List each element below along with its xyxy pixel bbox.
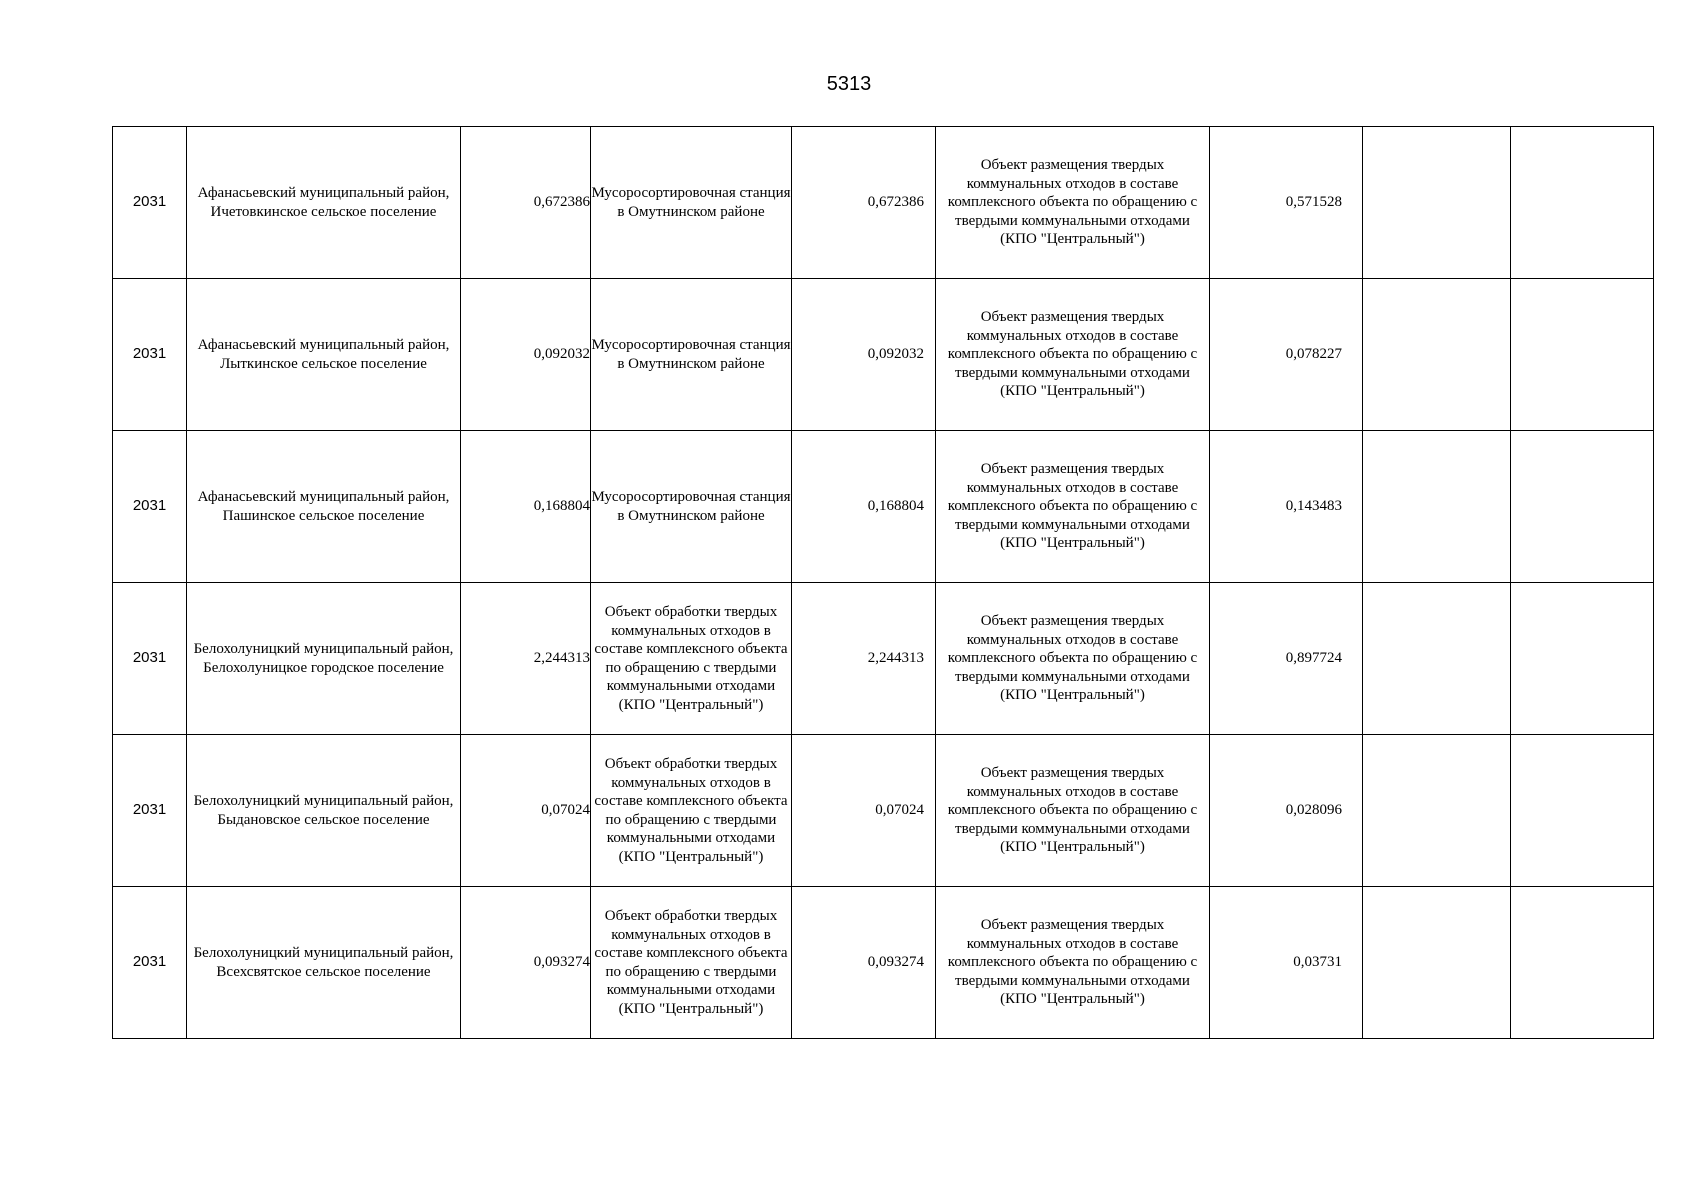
area-cell [187, 431, 461, 583]
facility-2-cell [936, 887, 1210, 1039]
empty-cell [1511, 887, 1654, 1039]
facility-2-cell [936, 127, 1210, 279]
facility-2-cell-text: Объект размещения твердых коммунальных отходов в составе комплексного объекта по обращению с твердыми коммунальными отходами (КПО "Центральный") [947, 765, 1198, 856]
amount-1-cell [461, 127, 591, 279]
empty-cell [1511, 431, 1654, 583]
amount-2-cell-text: 0,07024 [875, 802, 924, 819]
facility-1-cell-text: Мусоросортировочная станция в Омутнинском районе [591, 337, 791, 372]
area-cell-text: Белохолуницкий муниципальный район, Быдановское сельское поселение [193, 793, 454, 828]
year-cell [113, 127, 187, 279]
year-cell [113, 887, 187, 1039]
table-row [113, 279, 1654, 431]
amount-1-cell-text: 0,672386 [533, 194, 590, 211]
empty-cell [1511, 279, 1654, 431]
year-cell-text: 2031 [132, 801, 167, 819]
amount-3-cell-text: 0,143483 [1285, 498, 1342, 515]
amount-3-cell [1210, 279, 1363, 431]
area-cell [187, 127, 461, 279]
amount-2-cell [792, 735, 936, 887]
facility-2-cell-text: Объект размещения твердых коммунальных отходов в составе комплексного объекта по обращению с твердыми коммунальными отходами (КПО "Центральный") [947, 461, 1198, 552]
facility-1-cell [591, 583, 792, 735]
amount-2-cell [792, 127, 936, 279]
amount-1-cell [461, 431, 591, 583]
area-cell [187, 583, 461, 735]
area-cell-text: Афанасьевский муниципальный район, Ичетовкинское сельское поселение [197, 185, 450, 220]
amount-1-cell-text: 2,244313 [533, 650, 590, 667]
amount-1-cell [461, 279, 591, 431]
amount-3-cell-text: 0,03731 [1293, 954, 1342, 971]
facility-2-cell-text: Объект размещения твердых коммунальных отходов в составе комплексного объекта по обращению с твердыми коммунальными отходами (КПО "Центральный") [947, 157, 1198, 248]
empty-cell [1363, 127, 1511, 279]
year-cell-text: 2031 [132, 193, 167, 211]
facility-2-cell [936, 431, 1210, 583]
facility-1-cell [591, 279, 792, 431]
facility-1-cell [591, 887, 792, 1039]
year-cell [113, 735, 187, 887]
facility-2-cell-text: Объект размещения твердых коммунальных отходов в составе комплексного объекта по обращению с твердыми коммунальными отходами (КПО "Центральный") [947, 613, 1198, 704]
amount-2-cell [792, 279, 936, 431]
facility-2-cell [936, 583, 1210, 735]
empty-cell [1511, 127, 1654, 279]
table-row [113, 127, 1654, 279]
facility-1-cell-text: Объект обработки твердых коммунальных отходов в составе комплексного объекта по обращению с твердыми коммунальными отходами (КПО "Центральный") [594, 604, 788, 713]
amount-3-cell [1210, 431, 1363, 583]
area-cell [187, 735, 461, 887]
amount-3-cell [1210, 127, 1363, 279]
table-row [113, 887, 1654, 1039]
table-row [113, 583, 1654, 735]
year-cell-text: 2031 [132, 953, 167, 971]
area-cell-text: Белохолуницкий муниципальный район, Белохолуницкое городское поселение [193, 641, 454, 676]
amount-2-cell [792, 431, 936, 583]
amount-2-cell-text: 0,168804 [867, 498, 924, 515]
facility-1-cell [591, 127, 792, 279]
empty-cell [1511, 735, 1654, 887]
waste-flow-table [112, 126, 1654, 1039]
area-cell [187, 887, 461, 1039]
amount-2-cell-text: 2,244313 [867, 650, 924, 667]
amount-1-cell [461, 583, 591, 735]
facility-2-cell-text: Объект размещения твердых коммунальных отходов в составе комплексного объекта по обращению с твердыми коммунальными отходами (КПО "Центральный") [947, 309, 1198, 400]
year-cell [113, 583, 187, 735]
empty-cell [1363, 583, 1511, 735]
area-cell-text: Афанасьевский муниципальный район, Пашинское сельское поселение [197, 489, 450, 524]
amount-2-cell [792, 583, 936, 735]
year-cell [113, 431, 187, 583]
facility-1-cell-text: Объект обработки твердых коммунальных отходов в составе комплексного объекта по обращению с твердыми коммунальными отходами (КПО "Центральный") [594, 908, 788, 1017]
amount-1-cell [461, 887, 591, 1039]
amount-1-cell-text: 0,092032 [533, 346, 590, 363]
amount-1-cell-text: 0,07024 [541, 802, 590, 819]
facility-1-cell [591, 735, 792, 887]
empty-cell [1363, 431, 1511, 583]
amount-2-cell [792, 887, 936, 1039]
empty-cell [1511, 583, 1654, 735]
amount-2-cell-text: 0,093274 [867, 954, 924, 971]
table-row [113, 431, 1654, 583]
year-cell [113, 279, 187, 431]
facility-1-cell-text: Объект обработки твердых коммунальных отходов в составе комплексного объекта по обращению с твердыми коммунальными отходами (КПО "Центральный") [594, 756, 788, 865]
empty-cell [1363, 735, 1511, 887]
amount-3-cell-text: 0,897724 [1285, 650, 1342, 667]
facility-2-cell [936, 735, 1210, 887]
amount-3-cell [1210, 887, 1363, 1039]
amount-3-cell-text: 0,028096 [1285, 802, 1342, 819]
facility-2-cell-text: Объект размещения твердых коммунальных отходов в составе комплексного объекта по обращению с твердыми коммунальными отходами (КПО "Центральный") [947, 917, 1198, 1008]
amount-3-cell-text: 0,078227 [1285, 346, 1342, 363]
amount-1-cell [461, 735, 591, 887]
empty-cell [1363, 279, 1511, 431]
area-cell-text: Белохолуницкий муниципальный район, Всехсвятское сельское поселение [193, 945, 454, 980]
year-cell-text: 2031 [132, 649, 167, 667]
facility-1-cell-text: Мусоросортировочная станция в Омутнинском районе [591, 185, 791, 220]
area-cell-text: Афанасьевский муниципальный район, Лыткинское сельское поселение [197, 337, 450, 372]
year-cell-text: 2031 [132, 345, 167, 363]
table-row [113, 735, 1654, 887]
amount-1-cell-text: 0,168804 [533, 498, 590, 515]
facility-2-cell [936, 279, 1210, 431]
year-cell-text: 2031 [132, 497, 167, 515]
area-cell [187, 279, 461, 431]
amount-1-cell-text: 0,093274 [533, 954, 590, 971]
facility-1-cell-text: Мусоросортировочная станция в Омутнинском районе [591, 489, 791, 524]
amount-3-cell-text: 0,571528 [1285, 194, 1342, 211]
amount-2-cell-text: 0,672386 [867, 194, 924, 211]
amount-3-cell [1210, 583, 1363, 735]
empty-cell [1363, 887, 1511, 1039]
facility-1-cell [591, 431, 792, 583]
amount-2-cell-text: 0,092032 [867, 346, 924, 363]
table-body [113, 127, 1654, 1039]
amount-3-cell [1210, 735, 1363, 887]
page-number: 5313 [826, 73, 872, 95]
